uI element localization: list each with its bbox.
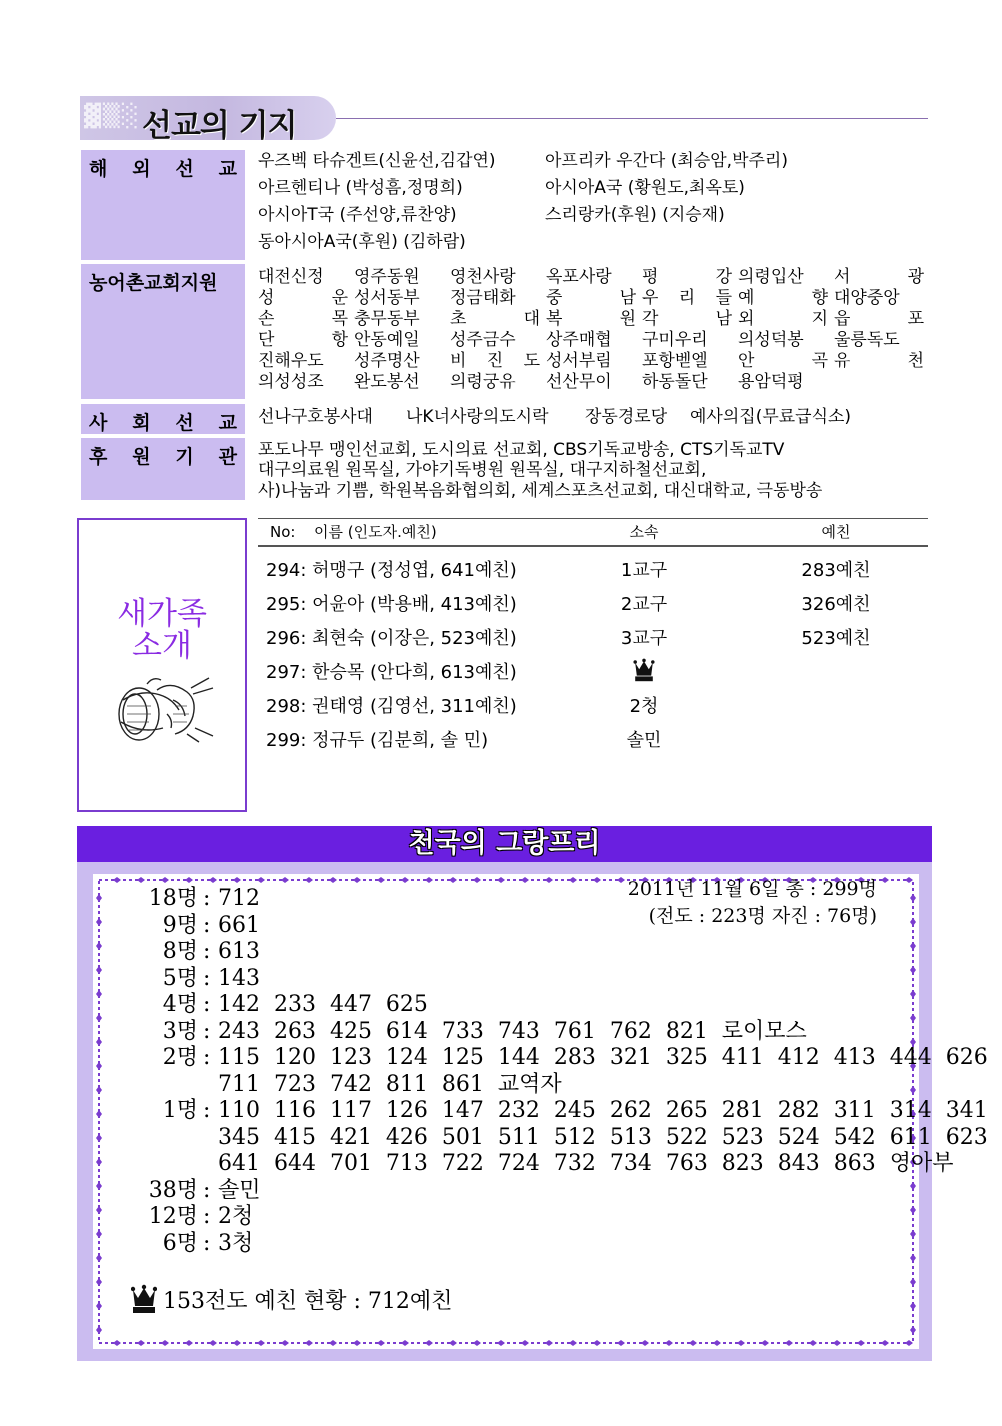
member-entry: 295: 어윤아 (박용배, 413예친) <box>266 594 517 615</box>
rural-church-name: 각 남 <box>642 309 732 329</box>
category-overseas <box>81 150 245 260</box>
rural-church-name: 중 남 <box>546 288 636 308</box>
rural-church-name: 충무동부 <box>354 309 420 329</box>
new-family-table-header <box>258 518 928 547</box>
overseas-item: 아프리카 우간다 (최승암,박주리) <box>545 151 788 171</box>
cell-numbers: 솔민 <box>218 1177 261 1203</box>
rural-church-name: 비 진 도 <box>450 351 540 371</box>
rural-church-name: 안 곡 <box>738 351 828 371</box>
grand-prix-row <box>93 1178 913 1205</box>
new-family-box <box>77 518 247 812</box>
rural-row <box>258 330 930 351</box>
grand-prix-title-bar <box>77 826 932 862</box>
rural-church-name: 완도봉선 <box>354 372 420 392</box>
grand-prix-row <box>93 1098 988 1125</box>
overseas-item: 스리랑카(후원) (지승재) <box>545 205 725 225</box>
section-header-mission <box>80 96 336 144</box>
category-label: 후 원 기 관 <box>89 446 237 468</box>
rural-row <box>258 372 834 393</box>
overseas-item: 아시아T국 (주선양,류찬양) <box>258 205 457 225</box>
header-no: No: <box>270 523 296 541</box>
date-line: (전도 : 223명 자진 : 76명) <box>648 905 877 927</box>
count-label: 1명 <box>162 1098 198 1123</box>
category-sponsors <box>81 438 245 500</box>
rural-church-name: 성서부림 <box>546 351 612 371</box>
rural-church-name: 성 운 <box>258 288 348 308</box>
count-label: 9명 <box>162 912 198 938</box>
rural-church-name: 안동예일 <box>354 330 420 350</box>
member-group: 3교구 <box>620 628 668 649</box>
grand-prix-row <box>93 1019 913 1046</box>
grand-prix-footer <box>131 1284 452 1323</box>
count-label: 4명 <box>162 992 198 1017</box>
rural-church-name: 울릉독도 <box>834 330 900 350</box>
rural-row <box>258 288 930 309</box>
member-cell: 523예친 <box>801 628 871 649</box>
cell-numbers: 143 <box>218 965 260 991</box>
cell-numbers: 110 116 117 126 147 232 245 262 265 281 282 311 314 341 <box>218 1098 988 1123</box>
rural-church-name: 하동돌단 <box>642 372 708 392</box>
cell-numbers: 711 723 742 811 861 교역자 <box>218 1071 562 1097</box>
rural-church-name: 읍 포 <box>834 309 924 329</box>
grand-prix-row <box>93 966 913 993</box>
count-label: 12명 <box>148 1204 198 1229</box>
title-line: 소개 <box>132 628 192 664</box>
title-line: 새가족 <box>117 596 207 632</box>
cell-numbers: 345 415 421 426 501 511 512 513 522 523 524 542 611 623 <box>218 1124 988 1150</box>
rural-church-name: 성주명산 <box>354 351 420 371</box>
section-title: 선교의 기지 <box>142 108 297 144</box>
rural-church-name: 정금태화 <box>450 288 516 308</box>
count-label: 3명 <box>162 1018 198 1044</box>
colon: : <box>203 992 211 1017</box>
category-label: 사 회 선 교 <box>89 412 237 434</box>
rural-church-name: 복 원 <box>546 309 636 329</box>
sponsor-line: 사)나눔과 기쁨, 학원복음화협의회, 세계스포츠선교회, 대신대학교, 극동방송 <box>258 481 823 501</box>
cell-numbers: 613 <box>218 939 260 964</box>
cell-numbers: 142 233 447 625 <box>218 992 428 1017</box>
rural-church-name: 의성성조 <box>258 372 324 392</box>
count-label: 5명 <box>162 965 198 991</box>
member-entry: 296: 최현숙 (이장은, 523예친) <box>266 628 517 649</box>
grand-prix-row <box>93 1045 988 1072</box>
rural-church-name: 유 천 <box>834 351 924 371</box>
member-group: 솔민 <box>626 730 662 751</box>
grand-prix-row <box>93 939 913 966</box>
count-label: 38명 <box>148 1177 198 1203</box>
social-item: 장동경로당 <box>585 407 668 427</box>
rural-church-name: 초 대 <box>450 309 540 329</box>
rural-church-name: 진해우도 <box>258 351 324 371</box>
rural-church-name: 의령입산 <box>738 267 804 287</box>
count-label: 2명 <box>162 1045 198 1070</box>
social-item: 나K너사랑의도시락 <box>406 407 549 427</box>
rural-church-name: 대전신정 <box>258 267 324 287</box>
rural-church-name: 용암덕평 <box>738 372 804 392</box>
grand-prix-row <box>93 1151 954 1178</box>
grand-prix-row <box>93 1124 988 1152</box>
category-label: 해 외 선 교 <box>89 158 237 180</box>
rural-church-name: 영주동원 <box>354 267 420 287</box>
grand-prix-row <box>93 913 913 940</box>
date-line: 2011년 11월 6일 총 : 299명 <box>627 878 877 900</box>
overseas-item: 동아시아A국(후원) (김하람) <box>258 232 466 252</box>
cell-numbers: 661 <box>218 912 260 938</box>
colon: : <box>203 939 211 964</box>
grand-prix-row <box>93 1072 913 1099</box>
colon: : <box>203 1230 211 1256</box>
rural-row <box>258 309 930 330</box>
overseas-item: 아르헨티나 (박성흠,정명희) <box>258 178 463 198</box>
member-cell: 283예친 <box>801 560 871 581</box>
count-label: 6명 <box>162 1230 198 1256</box>
rural-church-name: 평 강 <box>642 267 732 287</box>
sponsor-line: 포도나무 맹인선교회, 도시의료 선교회, CBS기독교방송, CTS기독교TV <box>258 440 785 460</box>
rural-church-name: 영천사랑 <box>450 267 516 287</box>
crown-icon <box>614 658 674 688</box>
count-label: 18명 <box>148 886 198 911</box>
rural-church-name: 구미우리 <box>642 330 708 350</box>
category-label: 농어촌교회지원 <box>89 272 218 294</box>
category-rural-support <box>81 264 245 399</box>
rural-church-name: 선산무이 <box>546 372 612 392</box>
rural-row <box>258 351 930 372</box>
member-group: 2교구 <box>620 594 668 615</box>
social-item: 예사의집(무료급식소) <box>690 407 852 427</box>
footer-text: 153전도 예친 현황 : 712예친 <box>163 1289 453 1314</box>
rural-church-name: 우 리 들 <box>642 288 732 308</box>
rural-church-name: 성주금수 <box>450 330 516 350</box>
header-group: 소속 <box>629 523 659 541</box>
cell-numbers: 243 263 425 614 733 743 761 762 821 로이모스 <box>218 1018 807 1044</box>
overseas-item: 우즈벡 타슈겐트(신윤선,김갑연) <box>258 151 496 171</box>
member-entry: 297: 한승목 (안다희, 613예친) <box>266 662 517 683</box>
rural-row <box>258 267 930 288</box>
colon: : <box>203 912 211 938</box>
decorative-glyphs: ▓▒░ <box>84 104 141 129</box>
header-cell: 예친 <box>821 523 851 541</box>
header-name: 이름 (인도자.예친) <box>314 523 437 541</box>
cell-numbers: 641 644 701 713 722 724 732 734 763 823 843 863 영아부 <box>218 1151 954 1176</box>
grand-prix-content <box>93 874 988 1349</box>
cell-numbers: 115 120 123 124 125 144 283 321 325 411 412 413 444 626 <box>218 1045 988 1070</box>
count-label: 8명 <box>162 939 198 964</box>
member-group: 2청 <box>629 696 659 717</box>
new-family-title <box>79 598 245 662</box>
rural-church-name: 포항벧엘 <box>642 351 708 371</box>
grand-prix-row <box>93 886 913 913</box>
colon: : <box>203 1204 211 1229</box>
grand-prix-row <box>93 992 913 1019</box>
category-social <box>81 404 245 434</box>
rural-church-name: 손 목 <box>258 309 348 329</box>
rural-church-name: 의성덕봉 <box>738 330 804 350</box>
colon: : <box>203 886 211 911</box>
overseas-item: 아시아A국 (황원도,최옥토) <box>545 178 745 198</box>
decorative-food-illustration-icon <box>113 670 217 744</box>
cell-numbers: 712 <box>218 886 260 911</box>
rural-church-name: 대양중앙 <box>834 288 900 308</box>
rural-church-name: 단 항 <box>258 330 348 350</box>
social-item: 선나구호봉사대 <box>258 407 373 427</box>
grand-prix-title: 천국의 그랑프리 <box>408 828 601 859</box>
sponsor-line: 대구의료원 원목실, 가야기독병원 원목실, 대구지하철선교회, <box>258 460 707 480</box>
colon: : <box>203 965 211 991</box>
grand-prix-row <box>93 1231 913 1258</box>
colon: : <box>203 1045 211 1070</box>
colon: : <box>203 1098 211 1123</box>
cell-numbers: 3청 <box>218 1230 254 1256</box>
colon: : <box>203 1177 211 1203</box>
rural-church-name: 옥포사랑 <box>546 267 612 287</box>
member-entry: 299: 정규두 (김분희, 솔 민) <box>266 730 489 751</box>
member-entry: 298: 권태영 (김영선, 311예친) <box>266 696 517 717</box>
rural-church-name: 예 향 <box>738 288 828 308</box>
rural-church-name: 서 광 <box>834 267 924 287</box>
colon: : <box>203 1018 211 1044</box>
crown-icon <box>131 1284 157 1323</box>
member-cell: 326예친 <box>801 594 871 615</box>
member-entry: 294: 허맹구 (정성엽, 641예친) <box>266 560 517 581</box>
grand-prix-panel <box>77 826 988 1361</box>
rural-church-name: 외 지 <box>738 309 828 329</box>
member-group: 1교구 <box>620 560 668 581</box>
header-rule <box>336 118 928 119</box>
rural-church-name: 성서동부 <box>354 288 420 308</box>
rural-church-name: 상주매협 <box>546 330 612 350</box>
rural-church-name: 의령궁유 <box>450 372 516 392</box>
cell-numbers: 2청 <box>218 1204 254 1229</box>
grand-prix-row <box>93 1204 913 1231</box>
